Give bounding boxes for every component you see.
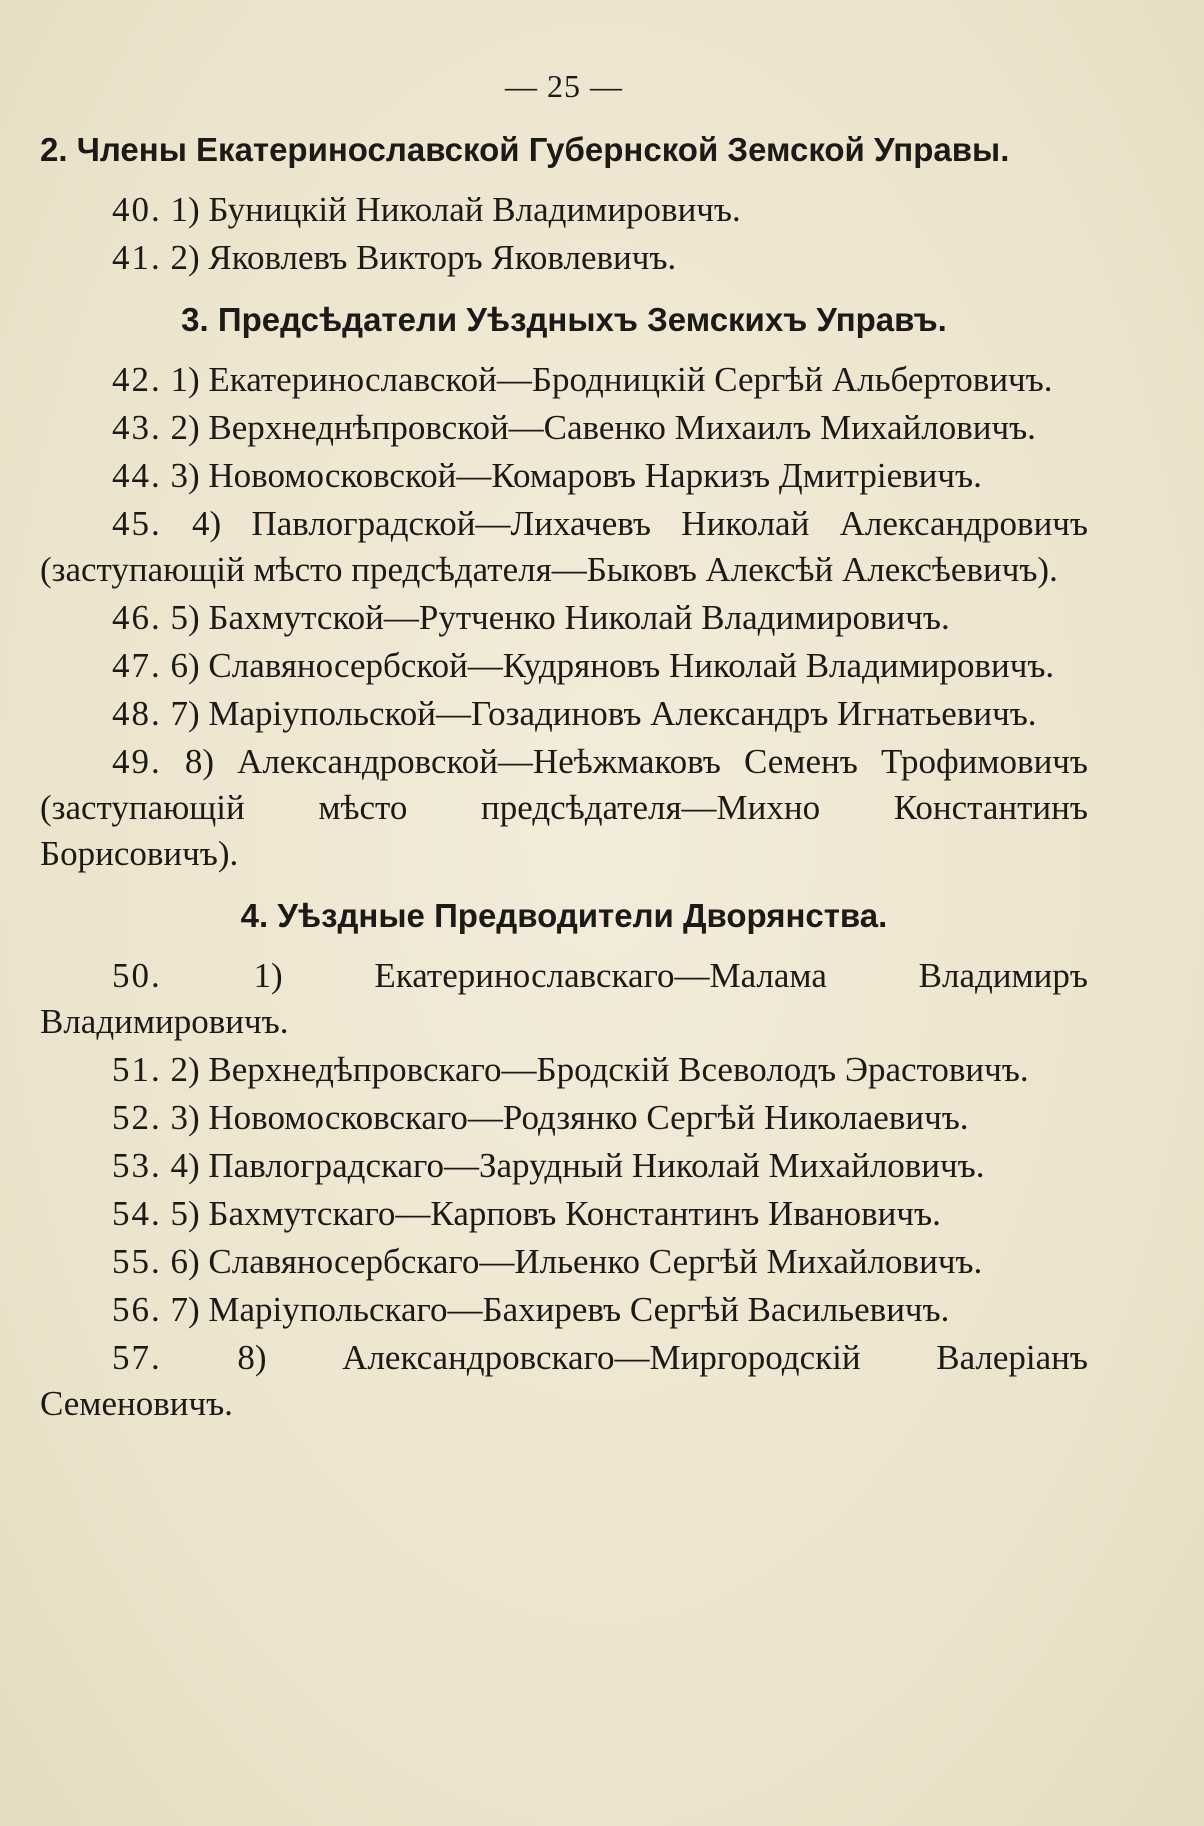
entry-text: 6) Славяносербскаго—Ильенко Сергѣй Михайловичъ. — [170, 1242, 983, 1281]
entry-number: 51. — [112, 1050, 162, 1089]
entry-number: 56. — [112, 1290, 162, 1329]
entry-number: 46. — [112, 598, 162, 637]
list-item — [40, 187, 1088, 233]
entry-text: 7) Маріупольской—Гозадиновъ Александръ Игнатьевичъ. — [170, 694, 1037, 733]
entry-number: 42. — [112, 360, 162, 399]
section-heading: 2. Члены Екатеринославской Губернской Земской Управы. — [40, 131, 1010, 168]
entry-text: 1) Буницкій Николай Владимировичъ. — [170, 190, 741, 229]
list-item — [40, 739, 1088, 877]
entry-text: 2) Яковлевъ Викторъ Яковлевичъ. — [170, 238, 677, 277]
section-uezd-chairmen — [40, 301, 1088, 877]
entry-number: 45. — [112, 504, 162, 543]
list-item — [40, 453, 1088, 499]
entry-number: 41. — [112, 238, 162, 277]
section-heading: 3. Предсѣдатели Уѣздныхъ Земскихъ Управъ. — [181, 301, 947, 338]
entry-text: 2) Верхнедѣпровскаго—Бродскій Всеволодъ Эрастовичъ. — [170, 1050, 1029, 1089]
entry-number: 44. — [112, 456, 162, 495]
entry-text: 3) Новомосковскаго—Родзянко Сергѣй Николаевичъ. — [170, 1098, 969, 1137]
entry-text: 8) Александровской—Неѣжмаковъ Семенъ Трофимовичъ (заступающій мѣсто предсѣдателя—Михно Константинъ Борисовичъ). — [40, 742, 1088, 873]
list-item — [40, 1287, 1088, 1333]
entry-number: 40. — [112, 190, 162, 229]
list-item — [40, 1143, 1088, 1189]
entry-number: 50. — [112, 956, 162, 995]
entry-text: 5) Бахмутскаго—Карповъ Константинъ Ивановичъ. — [170, 1194, 941, 1233]
list-item — [40, 643, 1088, 689]
entry-number: 48. — [112, 694, 162, 733]
page-number: — 25 — — [505, 68, 623, 104]
list-item — [40, 1095, 1088, 1141]
entry-number: 49. — [112, 742, 162, 781]
list-item — [40, 501, 1088, 593]
entry-text: 6) Славяносербской—Кудряновъ Николай Владимировичъ. — [170, 646, 1055, 685]
entry-text: 2) Верхнеднѣпровской—Савенко Михаилъ Михайловичъ. — [170, 408, 1036, 447]
list-item — [40, 1191, 1088, 1237]
list-item — [40, 405, 1088, 451]
list-item — [40, 1047, 1088, 1093]
section-gubernia-board — [40, 131, 1088, 281]
entry-text: 4) Павлоградской—Лихачевъ Николай Александровичъ (заступающій мѣсто предсѣдателя—Быковъ Алексѣй Алексѣевичъ). — [40, 504, 1088, 589]
entry-number: 57. — [112, 1338, 162, 1377]
entry-number: 52. — [112, 1098, 162, 1137]
entry-text: 1) Екатеринославскаго—Малама Владимиръ Владимировичъ. — [40, 956, 1088, 1041]
entry-number: 47. — [112, 646, 162, 685]
entry-text: 1) Екатеринославской—Бродницкій Сергѣй Альбертовичъ. — [170, 360, 1053, 399]
section-heading: 4. Уѣздные Предводители Дворянства. — [240, 897, 888, 934]
entry-number: 43. — [112, 408, 162, 447]
list-item — [40, 357, 1088, 403]
list-item — [40, 1239, 1088, 1285]
list-item — [40, 1335, 1088, 1427]
list-item — [40, 595, 1088, 641]
list-item — [40, 953, 1088, 1045]
entry-number: 55. — [112, 1242, 162, 1281]
list-item — [40, 691, 1088, 737]
section-nobility-marshals — [40, 897, 1088, 1427]
entry-text: 3) Новомосковской—Комаровъ Наркизъ Дмитріевичъ. — [170, 456, 982, 495]
entry-number: 54. — [112, 1194, 162, 1233]
entry-text: 7) Маріупольскаго—Бахиревъ Сергѣй Васильевичъ. — [170, 1290, 950, 1329]
entry-text: 5) Бахмутской—Рутченко Николай Владимировичъ. — [170, 598, 950, 637]
list-item — [40, 235, 1088, 281]
entry-number: 53. — [112, 1146, 162, 1185]
entry-text: 4) Павлоградскаго—Зарудный Николай Михайловичъ. — [170, 1146, 985, 1185]
entry-text: 8) Александровскаго—Миргородскій Валеріанъ Семеновичъ. — [40, 1338, 1089, 1423]
